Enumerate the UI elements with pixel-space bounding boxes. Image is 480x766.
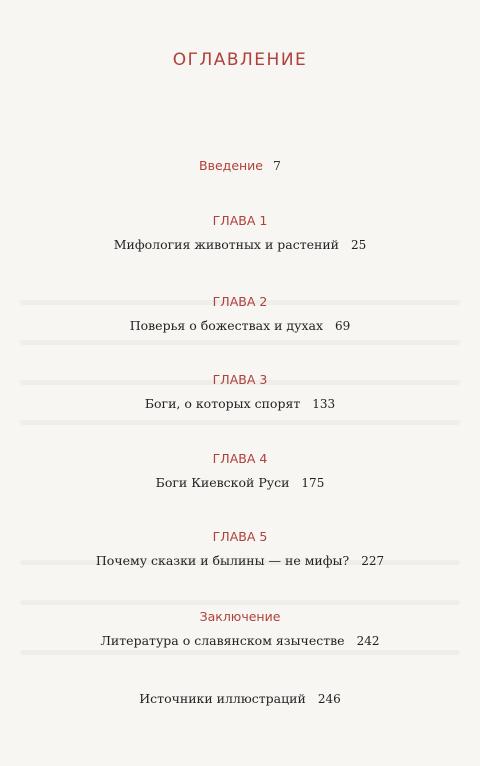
page-bleed-through [20,340,460,345]
chapter-2-label: ГЛАВА 2 [212,294,268,309]
chapter-1-title: Мифология животных и растений [113,237,340,252]
chapter-3-page: 133 [312,397,336,411]
chapter-3-label: ГЛАВА 3 [212,372,268,387]
toc-entry-conclusion[interactable] [0,630,480,649]
page-bleed-through [20,650,460,655]
intro-page: 7 [273,158,281,173]
conclusion-title: Литература о славянском язычестве [100,633,345,648]
illustrations-title: Источники иллюстраций [139,691,306,706]
conclusion-label: Заключение [199,609,281,624]
page-bleed-through [20,600,460,605]
toc-entry-chapter-3[interactable] [0,393,480,412]
chapter-5-page: 227 [361,554,385,568]
chapter-1-label: ГЛАВА 1 [212,213,268,228]
chapter-1-page: 25 [351,238,367,252]
chapter-5-label: ГЛАВА 5 [212,529,268,544]
toc-entry-chapter-2[interactable] [0,315,480,334]
toc-entry-chapter-1[interactable] [0,234,480,253]
conclusion-page: 242 [356,634,380,648]
chapter-5-title: Почему сказки и былины — не мифы? [95,553,350,568]
toc-title: ОГЛАВЛЕНИЕ [172,50,308,70]
toc-entry-chapter-4[interactable] [0,472,480,491]
chapter-2-page: 69 [335,319,351,333]
chapter-2-title: Поверья о божествах и духах [129,318,324,333]
chapter-3-title: Боги, о которых спорят [144,396,301,411]
illustrations-page: 246 [317,692,341,706]
chapter-4-page: 175 [301,476,325,490]
page-bleed-through [20,420,460,425]
toc-entry-intro[interactable] [0,155,480,174]
chapter-4-label: ГЛАВА 4 [212,451,268,466]
toc-entry-chapter-5[interactable] [0,550,480,569]
toc-entry-illustrations[interactable] [0,688,480,707]
chapter-4-title: Боги Киевской Руси [155,475,290,490]
intro-label: Введение [199,158,263,173]
